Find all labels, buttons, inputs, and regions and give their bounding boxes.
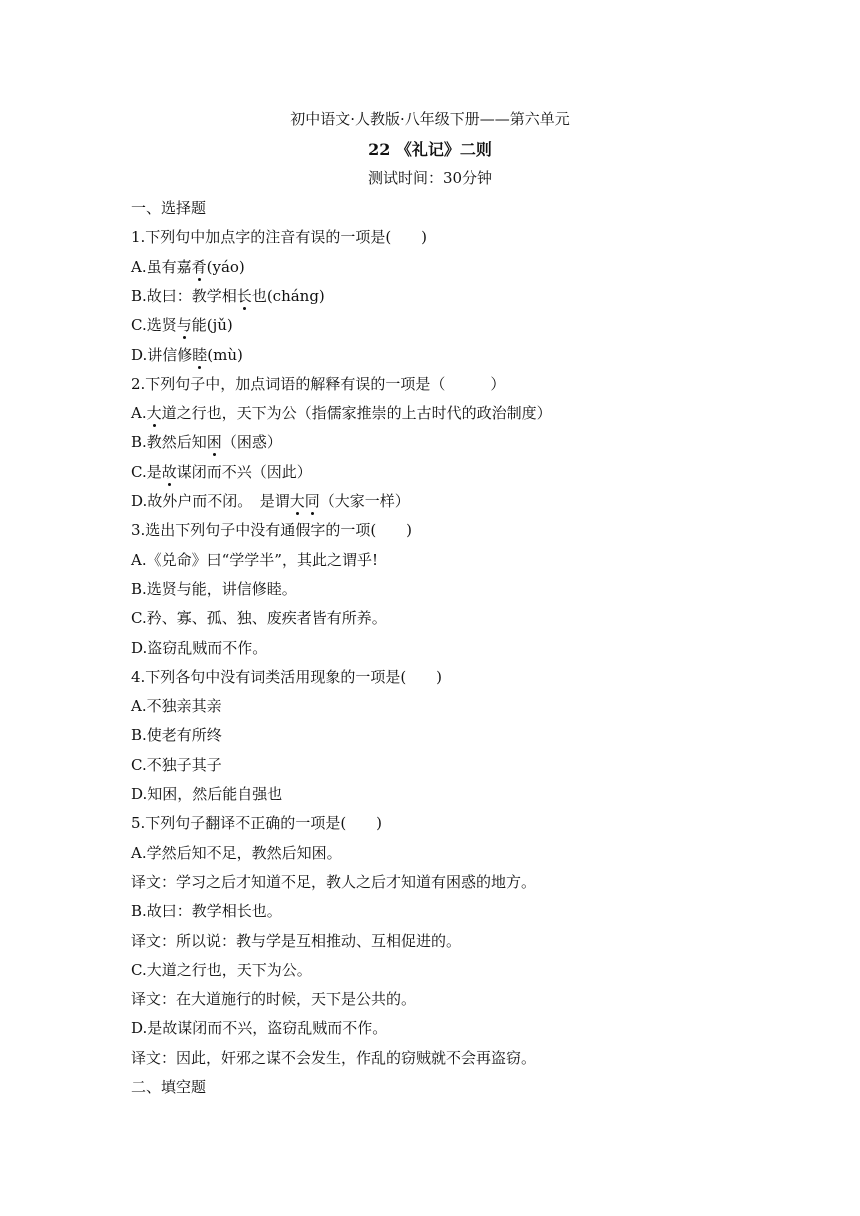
text-segment: 译文：因此，奸邪之谋不会发生，作乱的窃贼就不会再盗窃。 — [131, 1049, 537, 1067]
text-line — [131, 315, 233, 335]
emphasized-char: 大 — [146, 404, 162, 422]
text-line — [131, 1018, 387, 1038]
text-segment: B.使老有所终 — [131, 726, 222, 744]
text-line — [131, 198, 206, 218]
text-line — [131, 257, 245, 277]
emphasized-char: 困 — [206, 433, 222, 451]
text-segment: A. — [131, 404, 147, 422]
text-line — [131, 608, 387, 628]
text-line — [131, 432, 282, 452]
text-segment: A.虽有嘉 — [131, 258, 192, 276]
lesson-title: 22 《礼记》二则 — [368, 140, 492, 159]
emphasized-char: 睦 — [192, 346, 208, 364]
text-segment: 谋闭而不兴（因此） — [176, 463, 312, 481]
test-time: 测试时间：30分钟 — [367, 169, 493, 187]
text-segment: (mù) — [207, 346, 243, 364]
text-line — [131, 520, 412, 540]
emphasized-char: 肴 — [191, 258, 207, 276]
text-segment: (yáo) — [206, 258, 245, 276]
text-line — [131, 462, 312, 482]
text-line — [131, 1048, 536, 1068]
emphasized-char: 故 — [161, 463, 177, 481]
text-segment: 4.下列各句中没有词类活用现象的一项是( ) — [131, 668, 443, 686]
text-segment: D.故外户而不闭。 是谓 — [131, 492, 290, 510]
text-line — [131, 374, 505, 394]
text-segment: 能(jǔ) — [191, 316, 233, 334]
series-title: 初中语文·人教版·八年级下册——第六单元 — [290, 110, 570, 128]
text-line — [131, 667, 442, 687]
text-segment: C.矜、寡、孤、独、废疾者皆有所养。 — [131, 609, 387, 627]
text-segment: 译文：在大道施行的时候，天下是公共的。 — [131, 990, 417, 1008]
text-segment: D.盗窃乱贼而不作。 — [131, 639, 268, 657]
text-line — [131, 989, 416, 1009]
text-segment: 2.下列句子中，加点词语的解释有误的一项是（ ） — [131, 375, 506, 393]
text-segment: 也(cháng) — [251, 287, 325, 305]
text-segment: 道之行也，天下为公（指儒家推崇的上古时代的政治制度） — [161, 404, 552, 422]
text-segment: B.教然后知 — [131, 433, 207, 451]
text-segment: D.知困，然后能自强也 — [131, 785, 283, 803]
emphasized-char: 同 — [304, 492, 320, 510]
text-line — [131, 784, 282, 804]
text-line — [131, 1077, 206, 1097]
text-line — [131, 403, 552, 423]
text-segment: D.是故谋闭而不兴，盗窃乱贼而不作。 — [131, 1019, 388, 1037]
text-line — [131, 638, 267, 658]
text-segment: 二、填空题 — [131, 1078, 207, 1096]
text-segment: C.不独子其子 — [131, 756, 222, 774]
text-line — [131, 960, 312, 980]
text-line — [131, 286, 325, 306]
emphasized-char: 与 — [176, 316, 192, 334]
text-segment: 5.下列句子翻译不正确的一项是( ) — [131, 814, 383, 832]
text-line — [131, 550, 378, 570]
text-segment: C.大道之行也，天下为公。 — [131, 961, 312, 979]
text-segment: D.讲信修 — [131, 346, 193, 364]
text-line — [131, 755, 222, 775]
text-segment: B.故曰：教学相长也。 — [131, 902, 282, 920]
text-segment: A.不独亲其亲 — [131, 697, 222, 715]
text-segment: 译文：学习之后才知道不足，教人之后才知道有困惑的地方。 — [131, 873, 537, 891]
text-segment: （困惑） — [221, 433, 282, 451]
text-line — [131, 491, 410, 511]
text-segment: C.是 — [131, 463, 162, 481]
text-line — [131, 696, 222, 716]
text-line — [131, 872, 536, 892]
text-segment: 一、选择题 — [131, 199, 207, 217]
text-segment: B.选贤与能，讲信修睦。 — [131, 580, 297, 598]
emphasized-char: 大 — [289, 492, 305, 510]
text-line — [131, 843, 342, 863]
text-line — [131, 345, 243, 365]
text-line — [131, 901, 282, 921]
text-segment: B.故曰：教学相 — [131, 287, 237, 305]
text-segment: A.学然后知不足，教然后知困。 — [131, 844, 342, 862]
text-line — [131, 931, 461, 951]
text-segment: A.《兑命》曰“学学半”，其此之谓乎! — [131, 551, 378, 569]
text-segment: （大家一样） — [319, 492, 410, 510]
emphasized-char: 长 — [236, 287, 252, 305]
text-line — [131, 227, 427, 247]
text-segment: 1.下列句中加点字的注音有误的一项是( ) — [131, 228, 428, 246]
text-segment: 译文：所以说：教与学是互相推动、互相促进的。 — [131, 932, 462, 950]
text-line — [131, 813, 382, 833]
text-line — [131, 579, 297, 599]
text-line — [131, 725, 222, 745]
text-segment: C.选贤 — [131, 316, 177, 334]
text-segment: 3.选出下列句子中没有通假字的一项( ) — [131, 521, 413, 539]
